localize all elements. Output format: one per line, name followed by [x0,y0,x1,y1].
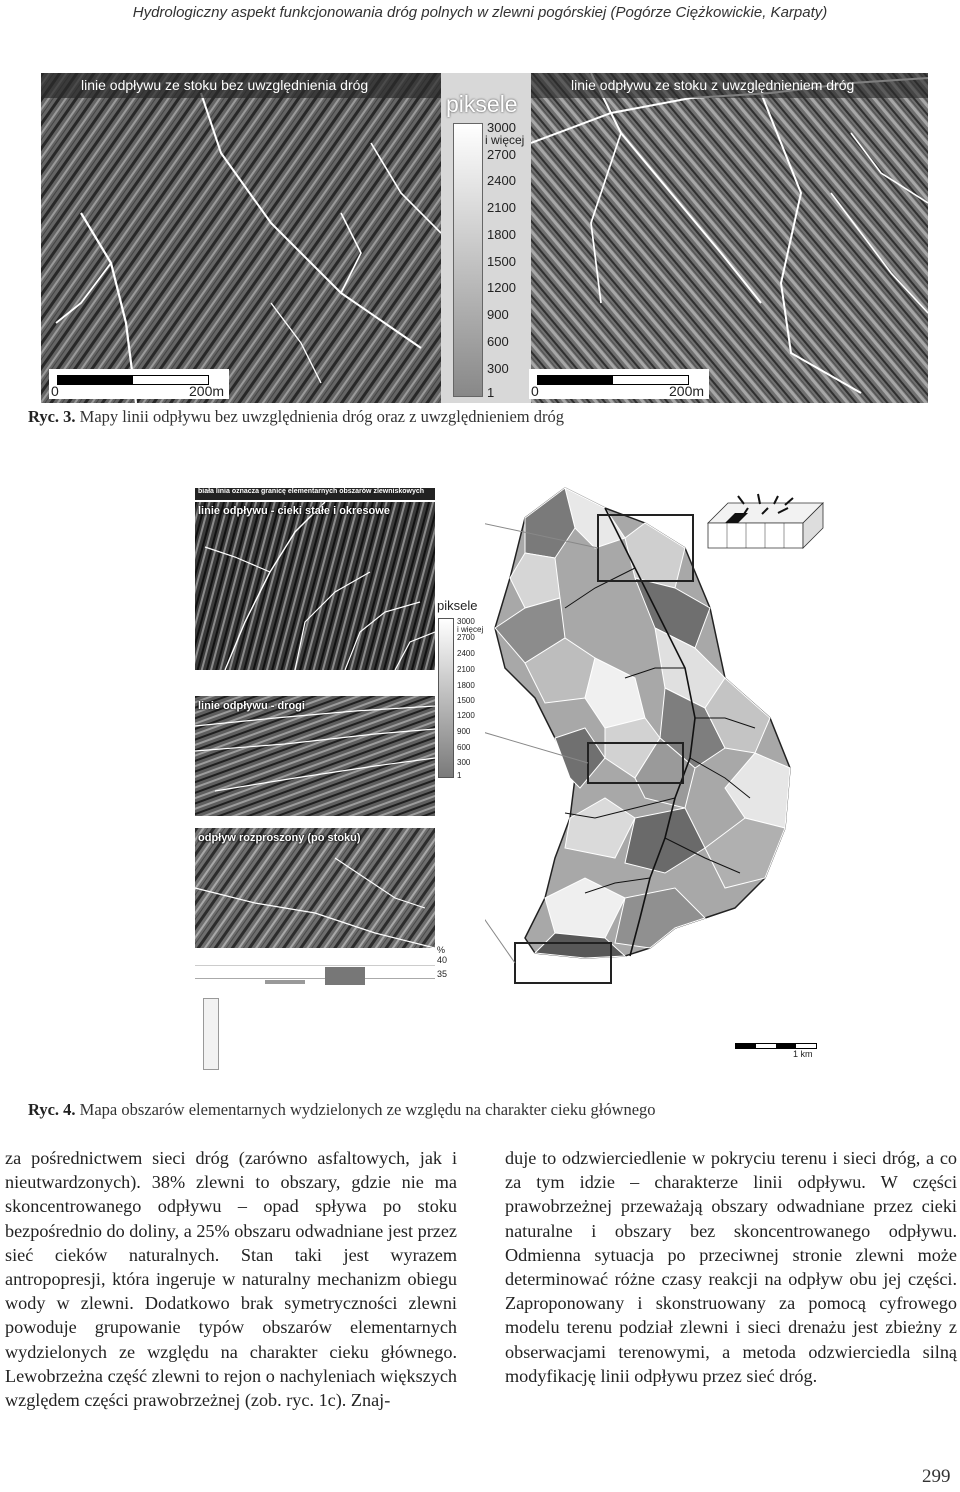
legend-tick: 1200 [457,711,475,720]
panel3-label: odpływ rozproszony (po stoku) [198,832,361,844]
boundary-note: biała linia oznacza granicę elementarnych obszarów zlewniskowych [198,488,425,495]
legend-tick: 1800 [457,681,475,690]
panel-natural-streams [195,502,435,670]
figure-3 [41,73,928,403]
figure-4 [195,478,845,1068]
legend-tick: 2100 [457,665,475,674]
caption-number: Ryc. 4. [28,1100,76,1119]
legend-panel [441,73,531,403]
panel2-label: linie odpływu - drogi [198,700,305,712]
legend-tick: 300 [457,758,471,767]
legend-tick: i więcej [485,133,525,147]
bar-axis-line [195,965,435,966]
scale-label-distance: 200m [189,383,225,399]
bar-roads [265,980,305,984]
legend-tick: 300 [487,361,509,376]
legend-tick: 1500 [487,254,516,269]
panel1-label: linie odpływu - cieki stałe i okresowe [198,505,390,517]
paragraph: za pośrednictwem sieci dróg (zarówno asfaltowych, jak i nieutwardzonych). 38% zlewni to obszary, gdzie nie ma skoncentrowanego odpływu – opad spływa po stoku bezpośrednio do doliny, a 25% obszaru odwadniane jest przez sieć cieków naturalnych. Stan taki jest wyrazem antropopresji, która ingeruje w naturalny mechanizm obiegu wody w zlewni. Dodatkowo brak symetryczności zlewni powoduje grupowanie typów obszarów elementarnych wydzielonych ze względu na charakter cieku głównego. Lewobrzeżna część zlewni to rejon o nachyleniach większych względem części prawobrzeżnej (zob. ryc. 1c). Znaj- [5,1148,457,1411]
legend-tick: 600 [487,334,509,349]
legend-tick: 1 [457,771,462,780]
caption-text: Mapa obszarów elementarnych wydzielonych ze względu na charakter cieku głównego [79,1100,656,1119]
legend-tick: 900 [487,307,509,322]
text-column-left [5,1146,457,1412]
legend-title: piksele [437,598,478,613]
paragraph: duje to odzwierciedlenie w pokryciu terenu i sieci dróg, a co za tym idzie – charakterze linii odpływu. W części prawobrzeżnej przeważają obszary odwadniane przez cieki naturalne i obszary bez skoncentrowanego odpływu. Odmienna sytuacja po przeciwnej stronie zlewni może determinować różne czasy reakcji na odpływ obu jej części. Zaproponowany i skonstruowany za pomocą cyfrowego modelu terenu podział zlewni i sieci drenażu jest zbieżny z obserwacjami terenowymi, a metoda odzwierciedla silną modyfikację linii odpływu przez sieć dróg. [505,1148,957,1386]
legend-tick: 2100 [487,200,516,215]
legend-tick: 2400 [457,649,475,658]
caption-text: Mapy linii odpływu bez uwzględnienia dróg oraz z uwzględnieniem dróg [79,407,564,426]
legend-tick: i więcej [457,625,484,634]
bar-streams [203,998,219,1070]
bar-axis-tick: 40 [437,955,448,965]
legend-tick: 1 [487,385,495,400]
legend-gradient-bar [453,123,483,397]
legend-tick: 2700 [457,633,475,642]
caption-number: Ryc. 3. [28,407,76,426]
legend-tick: 600 [457,743,471,752]
legend-tick: 900 [457,727,471,736]
legend-tick: 1500 [457,696,475,705]
bar-diffuse [325,967,365,985]
legend-tick: 1200 [487,280,516,295]
top-note-bar [195,488,435,500]
legend-gradient-bar [438,618,454,778]
scale-bar-right [529,369,709,399]
scale-label-distance: 200m [669,383,705,399]
scale-label: 1 km [793,1049,813,1059]
figure-3-caption [28,407,564,427]
bar-axis-tick: 35 [437,969,448,979]
map-label-with-roads: linie odpływu ze stoku z uwzględnieniem dróg [571,77,855,93]
map-label-without-roads: linie odpływu ze stoku bez uwzględnienia dróg [81,77,369,93]
legend-tick: 2400 [487,173,516,188]
scale-label-zero: 0 [531,383,539,399]
panel-diffuse-flow [195,828,435,948]
bar-axis-line [195,978,435,979]
catchment-map [485,478,845,998]
legend-tick: 2700 [487,147,516,162]
legend-tick: 3000 [457,617,475,626]
legend-tick: 3000 [487,120,516,135]
legend-tick: 1800 [487,227,516,242]
legend-title: piksele [446,91,518,117]
panel-roads [195,696,435,816]
figure-4-caption [28,1100,656,1120]
runoff-map-with-roads [531,73,928,403]
runoff-map-without-roads [41,73,441,403]
page-number: 299 [922,1466,951,1487]
running-head: Hydrologiczny aspekt funkcjonowania dróg polnych w zlewni pogórskiej (Pogórze Ciężkowickie, Karpaty) [132,4,828,21]
text-column-right [505,1146,957,1388]
flow-direction-diagram [703,488,828,556]
scale-label-zero: 0 [51,383,59,399]
bar-axis-unit: % [437,945,446,955]
scale-bar-left [49,369,229,399]
